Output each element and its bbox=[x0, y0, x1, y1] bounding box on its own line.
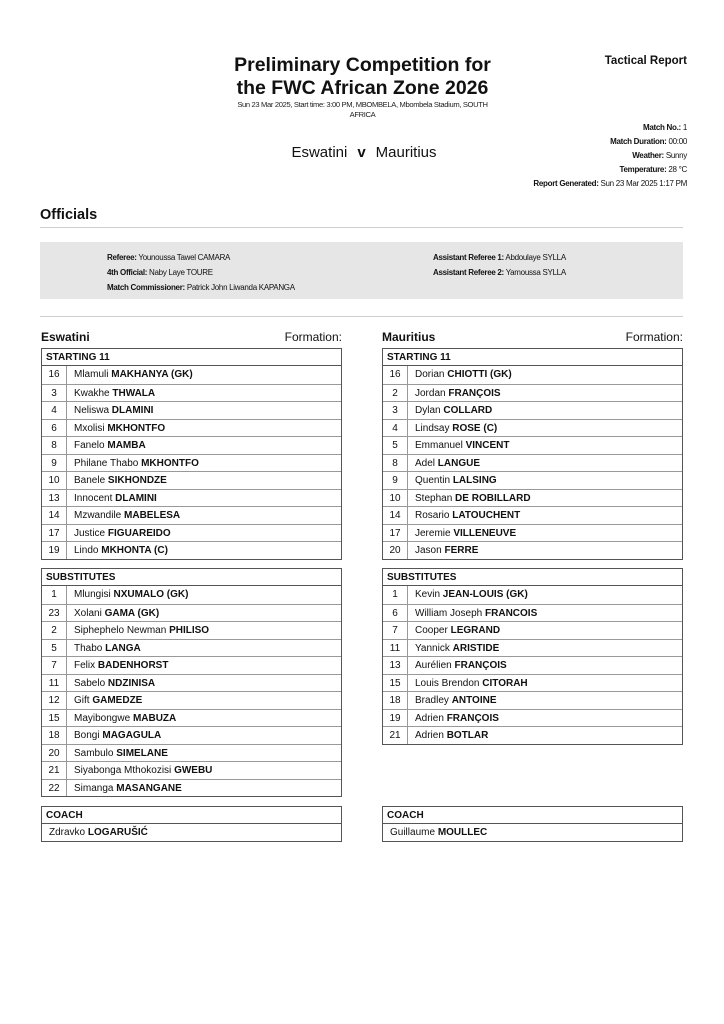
player-row bbox=[383, 674, 682, 692]
shirt-number: 13 bbox=[42, 490, 67, 507]
player-last-name: MABELESA bbox=[124, 510, 181, 521]
player-first-name: Aurélien bbox=[415, 660, 452, 671]
player-name bbox=[408, 366, 512, 384]
player-row bbox=[42, 366, 341, 384]
player-first-name: Neliswa bbox=[74, 405, 110, 416]
player-first-name: Mlungisi bbox=[74, 589, 111, 600]
player-row bbox=[42, 384, 341, 402]
player-name bbox=[67, 605, 159, 622]
starting-heading: STARTING 11 bbox=[383, 349, 682, 366]
shirt-number: 21 bbox=[42, 762, 67, 779]
player-row bbox=[42, 744, 341, 762]
player-name bbox=[67, 420, 165, 437]
player-first-name: Bongi bbox=[74, 730, 100, 741]
player-last-name: COLLARD bbox=[443, 405, 493, 416]
shirt-number: 3 bbox=[42, 385, 67, 402]
shirt-number: 4 bbox=[383, 420, 408, 437]
divider bbox=[40, 227, 683, 228]
player-first-name: Simanga bbox=[74, 782, 114, 794]
player-last-name: DE ROBILLARD bbox=[455, 492, 531, 504]
formation-label: Formation: bbox=[625, 330, 683, 344]
player-first-name: Emmanuel bbox=[415, 440, 463, 451]
player-name bbox=[408, 490, 531, 507]
player-row bbox=[383, 471, 682, 489]
player-row bbox=[383, 541, 682, 559]
formation-label: Formation: bbox=[284, 330, 342, 344]
coach-first-name: Zdravko bbox=[49, 827, 86, 838]
shirt-number: 17 bbox=[42, 525, 67, 542]
player-name bbox=[408, 640, 499, 657]
shirt-number: 19 bbox=[42, 542, 67, 559]
player-first-name: Mzwandile bbox=[74, 510, 122, 521]
player-last-name: DLAMINI bbox=[115, 492, 157, 504]
player-last-name: FERRE bbox=[444, 545, 479, 556]
substitutes bbox=[41, 568, 342, 797]
player-name bbox=[408, 472, 497, 489]
away-team: Mauritius bbox=[375, 144, 437, 161]
player-first-name: Jason bbox=[415, 545, 442, 556]
player-first-name: Fanelo bbox=[74, 440, 105, 451]
player-name bbox=[67, 745, 168, 762]
player-row bbox=[383, 436, 682, 454]
match-info-line-2: AFRICA bbox=[349, 110, 376, 119]
player-row bbox=[42, 436, 341, 454]
player-name bbox=[408, 657, 507, 674]
player-name bbox=[408, 437, 510, 454]
player-name bbox=[67, 780, 182, 797]
starting-heading: STARTING 11 bbox=[42, 349, 341, 366]
shirt-number: 9 bbox=[42, 455, 67, 472]
player-row bbox=[383, 604, 682, 622]
player-last-name: MAKHANYA (GK) bbox=[111, 369, 193, 380]
player-last-name: LANGA bbox=[105, 642, 141, 654]
shirt-number: 11 bbox=[42, 675, 67, 692]
shirt-number: 2 bbox=[42, 622, 67, 639]
player-row bbox=[383, 506, 682, 524]
shirt-number: 13 bbox=[383, 657, 408, 674]
player-row bbox=[42, 604, 341, 622]
player-last-name: MKHONTA (C) bbox=[101, 545, 168, 556]
versus: v bbox=[357, 144, 366, 161]
player-row bbox=[383, 639, 682, 657]
player-row bbox=[42, 524, 341, 542]
player-name bbox=[408, 402, 492, 419]
shirt-number: 1 bbox=[42, 586, 67, 604]
player-last-name: DLAMINI bbox=[111, 405, 154, 416]
player-name bbox=[67, 455, 199, 472]
player-first-name: Cooper bbox=[415, 625, 448, 636]
player-last-name: PHILISO bbox=[169, 625, 210, 636]
coach-last-name: MOULLEC bbox=[437, 827, 488, 838]
player-first-name: Sabelo bbox=[74, 677, 106, 689]
player-first-name: Banele bbox=[74, 475, 106, 486]
official-ar2: Assistant Referee 2: Yamoussa SYLLA bbox=[433, 268, 566, 277]
meta-temperature: Temperature: 28 °C bbox=[619, 165, 687, 174]
coach bbox=[41, 806, 342, 842]
player-last-name: JEAN-LOUIS (GK) bbox=[442, 589, 528, 600]
player-first-name: Louis Brendon bbox=[415, 677, 480, 689]
player-first-name: Thabo bbox=[74, 642, 103, 654]
player-row bbox=[42, 639, 341, 657]
shirt-number: 11 bbox=[383, 640, 408, 657]
player-first-name: Mayibongwe bbox=[74, 712, 131, 724]
player-row bbox=[383, 709, 682, 727]
player-first-name: Rosario bbox=[415, 510, 450, 521]
player-last-name: MASANGANE bbox=[116, 782, 182, 794]
player-row bbox=[383, 524, 682, 542]
player-name bbox=[67, 472, 167, 489]
player-name bbox=[67, 437, 146, 454]
player-name bbox=[67, 507, 180, 524]
player-first-name: Jordan bbox=[415, 387, 446, 399]
player-name bbox=[67, 586, 188, 604]
official-ar1: Assistant Referee 1: Abdoulaye SYLLA bbox=[433, 253, 566, 262]
player-last-name: CHIOTTI (GK) bbox=[447, 369, 512, 380]
player-last-name: CITORAH bbox=[482, 677, 528, 689]
player-row bbox=[42, 454, 341, 472]
shirt-number: 6 bbox=[42, 420, 67, 437]
player-last-name: MAGAGULA bbox=[102, 730, 162, 741]
player-row bbox=[42, 779, 341, 797]
shirt-number: 8 bbox=[383, 455, 408, 472]
player-name bbox=[408, 455, 480, 472]
shirt-number: 16 bbox=[42, 366, 67, 384]
player-first-name: William Joseph bbox=[415, 607, 483, 619]
shirt-number: 14 bbox=[42, 507, 67, 524]
player-first-name: Lindo bbox=[74, 545, 99, 556]
player-last-name: GWEBU bbox=[174, 765, 213, 776]
player-last-name: LALSING bbox=[452, 475, 497, 486]
player-name bbox=[67, 490, 157, 507]
player-last-name: FRANÇOIS bbox=[448, 387, 501, 399]
player-row bbox=[383, 726, 682, 744]
player-last-name: LATOUCHENT bbox=[452, 510, 521, 521]
team-mauritius bbox=[382, 330, 683, 838]
player-name bbox=[67, 385, 155, 402]
coach-heading: COACH bbox=[42, 807, 341, 824]
shirt-number: 5 bbox=[383, 437, 408, 454]
player-name bbox=[408, 586, 528, 604]
player-row bbox=[383, 401, 682, 419]
substitutes-heading: SUBSTITUTES bbox=[42, 569, 341, 586]
player-row bbox=[383, 384, 682, 402]
player-first-name: Adel bbox=[415, 457, 436, 469]
player-first-name: Sambulo bbox=[74, 747, 114, 759]
player-name bbox=[67, 402, 153, 419]
shirt-number: 7 bbox=[42, 657, 67, 674]
official-referee: Referee: Younoussa Tawel CAMARA bbox=[107, 253, 231, 262]
player-last-name: SIKHONDZE bbox=[107, 475, 167, 486]
match-meta bbox=[533, 121, 687, 191]
player-last-name: BOTLAR bbox=[446, 730, 489, 741]
title-line-1: Preliminary Competition for bbox=[234, 54, 491, 76]
substitutes-heading: SUBSTITUTES bbox=[383, 569, 682, 586]
player-name bbox=[408, 542, 478, 559]
shirt-number: 10 bbox=[42, 472, 67, 489]
coach bbox=[382, 806, 683, 842]
official-4th: 4th Official: Naby Laye TOURE bbox=[107, 268, 213, 277]
player-first-name: Mxolisi bbox=[74, 422, 105, 434]
shirt-number: 23 bbox=[42, 605, 67, 622]
player-last-name: GAMEDZE bbox=[92, 695, 143, 706]
player-name bbox=[408, 525, 516, 542]
player-name bbox=[408, 420, 497, 437]
player-name bbox=[67, 727, 161, 744]
player-row bbox=[42, 709, 341, 727]
player-last-name: NDZINISA bbox=[107, 677, 156, 689]
player-row bbox=[42, 586, 341, 604]
player-first-name: Stephan bbox=[415, 492, 453, 504]
player-first-name: Kevin bbox=[415, 589, 441, 600]
officials-right bbox=[433, 250, 566, 280]
player-row bbox=[383, 419, 682, 437]
player-row bbox=[42, 471, 341, 489]
player-first-name: Jeremie bbox=[415, 527, 451, 539]
player-row bbox=[383, 656, 682, 674]
shirt-number: 16 bbox=[383, 366, 408, 384]
player-row bbox=[42, 674, 341, 692]
player-name bbox=[408, 710, 499, 727]
coach-last-name: LOGARUŠIĆ bbox=[87, 827, 148, 838]
player-first-name: Siyabonga Mthokozisi bbox=[74, 765, 172, 776]
player-first-name: Siphephelo Newman bbox=[74, 625, 167, 636]
player-last-name: MABUZA bbox=[132, 712, 177, 724]
player-name bbox=[67, 657, 168, 674]
shirt-number: 8 bbox=[42, 437, 67, 454]
player-row bbox=[42, 656, 341, 674]
player-last-name: FRANÇOIS bbox=[446, 712, 499, 724]
shirt-number: 2 bbox=[383, 385, 408, 402]
match-info-line-1: Sun 23 Mar 2025, Start time: 3:00 PM, MBOMBELA, Mbombela Stadium, SOUTH bbox=[237, 100, 488, 109]
shirt-number: 15 bbox=[42, 710, 67, 727]
player-last-name: ROSE (C) bbox=[452, 422, 498, 434]
shirt-number: 18 bbox=[42, 727, 67, 744]
player-name bbox=[408, 605, 537, 622]
player-last-name: NXUMALO (GK) bbox=[113, 589, 189, 600]
player-last-name: ANTOINE bbox=[451, 695, 497, 706]
player-last-name: ARISTIDE bbox=[452, 642, 500, 654]
player-last-name: LANGUE bbox=[437, 457, 481, 469]
official-commissioner: Match Commissioner: Patrick John Liwanda KAPANGA bbox=[107, 283, 295, 292]
player-row bbox=[42, 401, 341, 419]
team-eswatini bbox=[41, 330, 342, 838]
shirt-number: 6 bbox=[383, 605, 408, 622]
player-name bbox=[67, 525, 171, 542]
player-name bbox=[408, 507, 520, 524]
shirt-number: 15 bbox=[383, 675, 408, 692]
coach-name bbox=[383, 824, 682, 841]
home-team: Eswatini bbox=[291, 144, 348, 161]
player-first-name: Justice bbox=[74, 527, 106, 539]
player-row bbox=[42, 761, 341, 779]
player-name bbox=[67, 692, 142, 709]
officials-heading: Officials bbox=[40, 207, 98, 223]
player-first-name: Innocent bbox=[74, 492, 113, 504]
player-name bbox=[67, 366, 193, 384]
player-row bbox=[383, 691, 682, 709]
player-first-name: Gift bbox=[74, 695, 90, 706]
team-header bbox=[382, 330, 683, 346]
player-row bbox=[42, 541, 341, 559]
title-line-2: the FWC African Zone 2026 bbox=[236, 77, 489, 99]
player-row bbox=[42, 419, 341, 437]
player-row bbox=[383, 366, 682, 384]
player-last-name: VINCENT bbox=[465, 440, 510, 451]
shirt-number: 17 bbox=[383, 525, 408, 542]
report-title bbox=[215, 54, 510, 100]
shirt-number: 1 bbox=[383, 586, 408, 604]
coach-heading: COACH bbox=[383, 807, 682, 824]
player-row bbox=[42, 726, 341, 744]
player-row bbox=[42, 489, 341, 507]
player-last-name: GAMA (GK) bbox=[104, 607, 160, 619]
starting-eleven bbox=[41, 348, 342, 560]
shirt-number: 21 bbox=[383, 727, 408, 744]
player-last-name: SIMELANE bbox=[116, 747, 168, 759]
player-first-name: Quentin bbox=[415, 475, 451, 486]
shirt-number: 4 bbox=[42, 402, 67, 419]
player-first-name: Dorian bbox=[415, 369, 445, 380]
meta-match-no: Match No.: 1 bbox=[643, 123, 687, 132]
shirt-number: 10 bbox=[383, 490, 408, 507]
match-info bbox=[215, 100, 510, 120]
player-row bbox=[383, 586, 682, 604]
divider bbox=[40, 316, 683, 317]
shirt-number: 9 bbox=[383, 472, 408, 489]
player-name bbox=[408, 692, 497, 709]
shirt-number: 18 bbox=[383, 692, 408, 709]
team-name: Mauritius bbox=[382, 330, 436, 344]
player-first-name: Philane Thabo bbox=[74, 457, 139, 469]
substitutes bbox=[382, 568, 683, 745]
officials-left bbox=[107, 250, 295, 295]
shirt-number: 3 bbox=[383, 402, 408, 419]
player-name bbox=[67, 542, 168, 559]
player-last-name: FIGUAREIDO bbox=[107, 527, 171, 539]
player-last-name: MKHONTFO bbox=[107, 422, 166, 434]
coach-first-name: Guillaume bbox=[390, 827, 436, 838]
player-first-name: Adrien bbox=[415, 730, 444, 741]
coach-name bbox=[42, 824, 341, 841]
team-header bbox=[41, 330, 342, 346]
player-first-name: Felix bbox=[74, 660, 96, 671]
player-name bbox=[408, 622, 500, 639]
player-last-name: LEGRAND bbox=[450, 625, 501, 636]
player-last-name: MKHONTFO bbox=[141, 457, 199, 469]
player-last-name: BADENHORST bbox=[97, 660, 169, 671]
shirt-number: 5 bbox=[42, 640, 67, 657]
player-name bbox=[408, 675, 528, 692]
player-first-name: Mlamuli bbox=[74, 369, 109, 380]
player-last-name: FRANCOIS bbox=[485, 607, 538, 619]
player-first-name: Adrien bbox=[415, 712, 444, 724]
shirt-number: 7 bbox=[383, 622, 408, 639]
match-teams bbox=[264, 144, 464, 161]
meta-report-generated: Report Generated: Sun 23 Mar 2025 1:17 PM bbox=[533, 179, 687, 188]
player-first-name: Dylan bbox=[415, 405, 441, 416]
player-row bbox=[42, 506, 341, 524]
team-name: Eswatini bbox=[41, 330, 90, 344]
player-last-name: VILLENEUVE bbox=[453, 527, 517, 539]
player-name bbox=[408, 727, 488, 744]
officials-panel bbox=[40, 242, 683, 299]
player-row bbox=[42, 691, 341, 709]
meta-duration: Match Duration: 00:00 bbox=[610, 137, 687, 146]
starting-eleven bbox=[382, 348, 683, 560]
player-name bbox=[67, 762, 212, 779]
player-name bbox=[67, 622, 209, 639]
shirt-number: 12 bbox=[42, 692, 67, 709]
player-name bbox=[67, 710, 176, 727]
player-first-name: Yannick bbox=[415, 642, 450, 654]
player-first-name: Xolani bbox=[74, 607, 102, 619]
player-first-name: Bradley bbox=[415, 695, 449, 706]
player-row bbox=[42, 621, 341, 639]
shirt-number: 22 bbox=[42, 780, 67, 797]
player-row bbox=[383, 489, 682, 507]
player-last-name: MAMBA bbox=[107, 440, 146, 451]
player-row bbox=[383, 621, 682, 639]
player-first-name: Lindsay bbox=[415, 422, 450, 434]
player-row bbox=[383, 454, 682, 472]
player-first-name: Kwakhe bbox=[74, 387, 110, 399]
shirt-number: 20 bbox=[42, 745, 67, 762]
player-name bbox=[408, 385, 501, 402]
player-name bbox=[67, 675, 155, 692]
player-name bbox=[67, 640, 141, 657]
meta-weather: Weather: Sunny bbox=[632, 151, 687, 160]
player-last-name: THWALA bbox=[112, 387, 156, 399]
report-type: Tactical Report bbox=[604, 55, 687, 67]
player-last-name: FRANÇOIS bbox=[454, 660, 507, 671]
shirt-number: 20 bbox=[383, 542, 408, 559]
shirt-number: 14 bbox=[383, 507, 408, 524]
shirt-number: 19 bbox=[383, 710, 408, 727]
